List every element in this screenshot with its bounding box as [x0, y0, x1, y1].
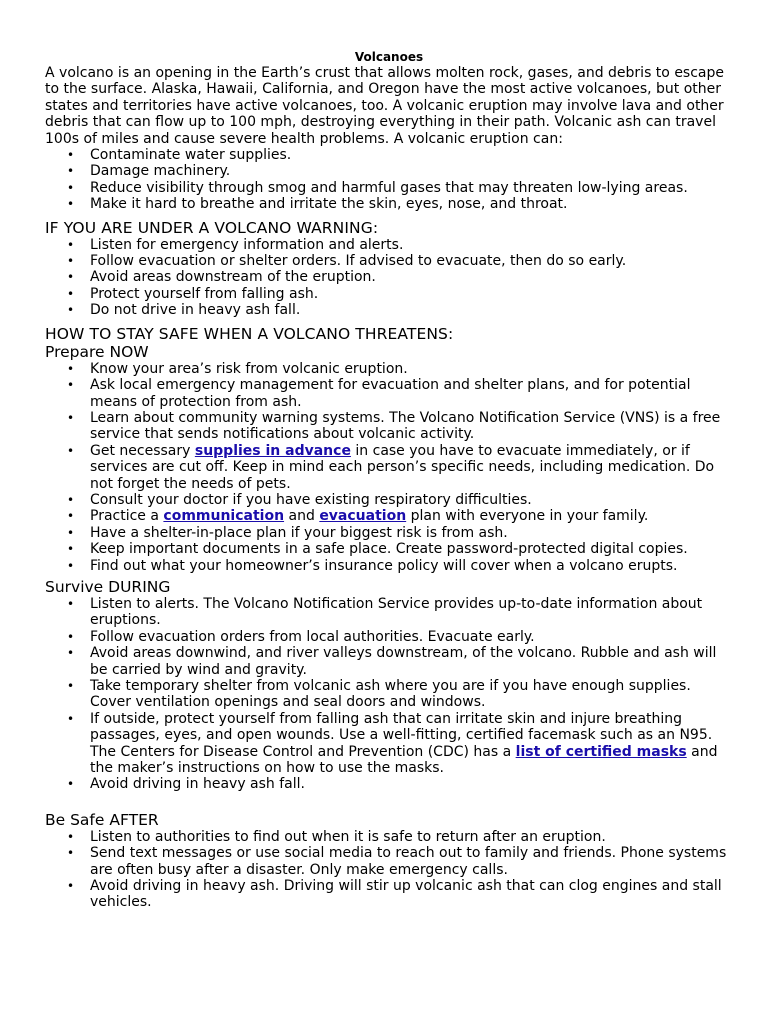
list-item: • Send text messages or use social media to reach out to family and friends. Phone systems are often busy after a disaster. Only make emergency calls.	[67, 845, 727, 878]
list-item: • Ask local emergency management for evacuation and shelter plans, and for potential means of protection from ash.	[67, 377, 691, 410]
bullet-icon: •	[67, 596, 75, 611]
after-list	[45, 829, 733, 911]
list-item: • Listen to authorities to find out when it is safe to return after an eruption.	[67, 828, 606, 845]
during-heading: Survive DURING	[45, 577, 171, 596]
bullet-icon: •	[67, 410, 75, 425]
list-item: • Listen to alerts. The Volcano Notification Service provides up-to-date information about eruptions.	[67, 595, 703, 629]
list-item: • Damage machinery.	[67, 163, 231, 180]
eruption-effects-list	[45, 147, 733, 213]
bullet-icon: •	[67, 711, 75, 726]
bullet-icon: •	[67, 629, 75, 644]
prepare-list	[45, 361, 733, 574]
list-item: • Listen for emergency information and alerts.	[67, 236, 404, 253]
bullet-icon: •	[67, 829, 75, 844]
list-item: • Protect yourself from falling ash.	[67, 285, 319, 302]
bullet-icon: •	[67, 286, 75, 301]
list-item: • Follow evacuation or shelter orders. If advised to evacuate, then do so early.	[67, 253, 627, 270]
list-item: • Take temporary shelter from volcanic ash where you are if you have enough supplies. Cover ventilation openings and seal doors and windows.	[67, 678, 691, 711]
list-item: • Get necessary supplies in advance in case you have to evacuate immediately, or if services are cut off. Keep in mind each person’s specific needs, including medication. Do not forget the needs of pets.	[67, 442, 715, 492]
bullet-icon: •	[67, 679, 75, 693]
list-item: • Avoid areas downstream of the eruption.	[67, 269, 376, 286]
certified-masks-link[interactable]: list of certified masks	[515, 743, 687, 760]
list-item: • Keep important documents in a safe place. Create password-protected digital copies.	[67, 541, 688, 558]
bullet-icon: •	[67, 378, 75, 393]
list-item: • If outside, protect yourself from falling ash that can irritate skin and injure breathing passages, eyes, and open wounds. Use a well-fitting, certified facemask such as an N95. The Centers for Disease Control and Prevention (CDC) has a list of certified masks and the maker’s instructions on how to use the masks.	[67, 710, 718, 777]
bullet-icon: •	[67, 270, 75, 285]
warning-heading: IF YOU ARE UNDER A VOLCANO WARNING:	[45, 218, 379, 237]
bullet-icon: •	[67, 443, 75, 458]
bullet-icon: •	[67, 542, 75, 557]
bullet-icon: •	[67, 879, 75, 894]
list-item: • Avoid areas downwind, and river valleys downstream, of the volcano. Rubble and ash will be carried by wind and gravity.	[67, 645, 717, 678]
list-item: • Learn about community warning systems. The Volcano Notification Service (VNS) is a free service that sends notifications about volcanic activity.	[67, 409, 721, 443]
communication-link[interactable]: communication	[163, 508, 285, 525]
during-list	[45, 596, 733, 793]
list-item: • Avoid driving in heavy ash. Driving will stir up volcanic ash that can clog engines and stall vehicles.	[67, 878, 722, 911]
bullet-icon: •	[67, 164, 75, 179]
bullet-icon: •	[67, 237, 75, 252]
bullet-icon: •	[67, 148, 75, 163]
intro-paragraph: A volcano is an opening in the Earth’s crust that allows molten rock, gases, and debris to escape to the surface. Alaska, Hawaii, California, and Oregon have the most active volcanoes, but other states and territories have active volcanoes, too. A volcanic eruption may involve lava and other debris that can flow up to 100 mph, destroying everything in their path. Volcanic ash can travel 100s of miles and cause severe health problems. A volcanic eruption can:	[45, 65, 724, 147]
list-item: • Avoid driving in heavy ash fall.	[67, 776, 305, 793]
list-item: • Find out what your homeowner’s insurance policy will cover when a volcano erupts.	[67, 557, 678, 574]
list-item: • Reduce visibility through smog and harmful gases that may threaten low-lying areas.	[67, 179, 688, 196]
list-item: • Have a shelter-in-place plan if your biggest risk is from ash.	[67, 524, 508, 541]
evacuation-link[interactable]: evacuation	[319, 508, 407, 525]
bullet-icon: •	[67, 846, 75, 861]
bullet-icon: •	[67, 509, 75, 524]
prepare-heading: Prepare NOW	[45, 342, 149, 361]
list-item: • Contaminate water supplies.	[67, 147, 292, 164]
bullet-icon: •	[67, 558, 75, 573]
after-heading: Be Safe AFTER	[45, 810, 159, 829]
bullet-icon: •	[67, 646, 75, 661]
bullet-icon: •	[67, 525, 75, 540]
supplies-in-advance-link[interactable]: supplies in advance	[194, 442, 351, 459]
bullet-icon: •	[67, 361, 75, 376]
bullet-icon: •	[67, 254, 75, 269]
list-item: • Do not drive in heavy ash fall.	[67, 302, 301, 319]
bullet-icon: •	[67, 492, 75, 507]
bullet-icon: •	[67, 180, 75, 195]
bullet-icon: •	[67, 303, 75, 318]
list-item: • Make it hard to breathe and irritate the skin, eyes, nose, and throat.	[67, 196, 568, 213]
document-title: Volcanoes	[354, 50, 424, 64]
warning-list	[45, 237, 733, 319]
bullet-icon: •	[67, 777, 75, 792]
list-item: • Practice a communication and evacuation plan with everyone in your family.	[67, 508, 649, 525]
list-item: • Consult your doctor if you have existing respiratory difficulties.	[67, 491, 532, 508]
list-item: • Follow evacuation orders from local authorities. Evacuate early.	[67, 628, 535, 645]
bullet-icon: •	[67, 197, 75, 212]
list-item: • Know your area’s risk from volcanic eruption.	[67, 360, 408, 377]
threatens-heading: HOW TO STAY SAFE WHEN A VOLCANO THREATENS:	[45, 324, 454, 343]
